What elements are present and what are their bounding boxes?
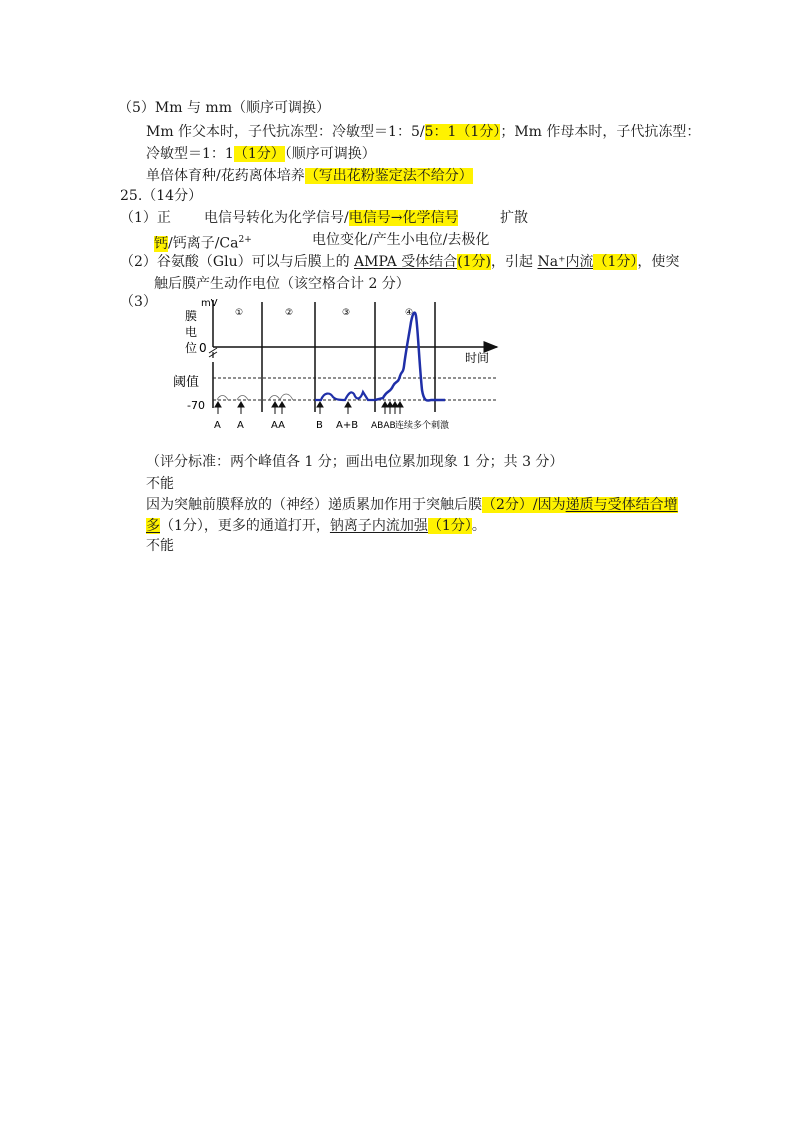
y-label-char-1: 膜 [185,309,198,323]
panel-mark-2: ② [285,308,294,318]
q25-1-label: （1）正 [120,210,171,226]
q25-3-reason-score-1: （1分） [160,518,204,534]
q25-1-line2-highlight: 钙 [154,235,168,252]
q25-1-line2-sup: 2+ [238,235,252,245]
q25-1-answer-right: 扩散 [500,210,528,226]
q25-1-line2-text: /钙离子/Ca [168,235,239,252]
q25-2-line1 [120,252,679,272]
threshold-label: 阈值 [173,375,200,390]
q25-header: 25.（14分） [120,188,203,204]
q25-3-reason-end: 。 [471,518,486,534]
q25-2-text-b: ，引起 [491,254,538,270]
zero-label: 0 [199,341,207,355]
panel-mark-1: ① [235,308,244,318]
q25-2-text-a: （2）谷氨酸（Glu）可以与后膜上的 [120,254,355,270]
panel1-small-potentials [217,396,248,401]
q24-5-line3-text-b: （顺序可调换） [284,146,376,162]
q25-1-line2-right: 电位变化/产生小电位/去极化 [312,232,490,248]
q24-5-line2-text-a: Mm 作父本时，子代抗冻型：冷敏型＝1：5/ [146,124,425,140]
panel-mark-4: ④ [405,308,414,318]
stim-label-b: B [316,420,323,431]
q24-5-line4-text-a: 单倍体育种/花药离体培养 [146,168,305,184]
q25-1-line2-left [154,230,252,250]
stim-label-a-plus-b: A+B [336,420,359,431]
q25-3-answer-no-2: 不能 [146,538,174,554]
q24-5-line2 [146,122,700,142]
y-label-char-3: 位 [185,341,198,355]
q25-3-label: （3） [120,294,157,310]
q25-2-highlight-2: （1分） [593,254,638,270]
q25-3-reason-highlight-underline-2: 多 [146,518,160,534]
q25-3-reason-line1 [146,495,678,515]
q24-5-line4-highlight: （写出花粉鉴定法不给分） [304,168,473,184]
q25-2-highlight-1: (1分) [457,254,492,270]
stim-label-a2: A [237,420,244,431]
q24-5-line3-text-a: 冷敏型＝1：1 [146,146,234,162]
panel2-summed-potential [269,394,293,400]
stim-label-abab: ABAB [371,421,396,431]
q25-1-mid-highlight: 电信号→化学信号 [348,210,459,226]
q25-1-answer-mid [204,208,458,228]
q25-2-text-c: ，使突 [637,254,680,270]
q24-5-line3-highlight: （1分） [233,146,285,162]
panel-mark-3: ③ [342,308,351,318]
q24-5-line4 [146,166,473,186]
q25-3-eval-standard: （评分标准：两个峰值各 1 分；画出电位累加现象 1 分；共 3 分） [146,454,564,470]
q25-3-reason-line2 [146,516,486,536]
q24-5-line1: （5）Mm 与 mm（顺序可调换） [118,100,330,116]
q25-2-underline-ampa: AMPA 受体结合 [354,254,458,270]
q25-3-reason-text-b: ，更多的通道打开， [203,518,330,534]
q25-3-reason-text-a: 因为突触前膜释放的（神经）递质累加作用于突触后膜 [146,497,482,513]
stim-label-a1: A [214,420,221,431]
q24-5-line3 [146,144,376,164]
rest-label: -70 [187,399,205,412]
q24-5-line2-highlight: 5：1（1分） [424,124,501,140]
q25-3-reason-underline-na: 钠离子内流加强 [329,518,428,534]
q25-3-reason-highlight-2: （1分） [427,518,472,534]
panel3-potential-curve [315,392,375,400]
q24-5-line2-text-b: ；Mm 作母本时，子代抗冻型： [500,124,701,140]
membrane-potential-figure [165,290,535,440]
q25-2-line2: 触后膜产生动作电位（该空格合计 2 分） [154,276,410,292]
y-label-char-2: 电 [185,325,198,339]
q25-1-mid-text: 电信号转化为化学信号/ [204,210,349,226]
x-axis-label: 时间 [465,351,490,365]
q25-3-answer-no-1: 不能 [146,476,174,492]
q25-3-reason-highlight-underline-1: 递质与受体结合增 [565,497,678,513]
stim-label-multiple: 连续多个刺激 [395,421,450,431]
q25-3-reason-highlight-1: （2分）/因为 [482,497,566,513]
q25-2-underline-na: Na⁺内流 [537,254,594,270]
y-unit-label: mV [201,298,218,309]
stim-label-aa: AA [271,420,285,431]
